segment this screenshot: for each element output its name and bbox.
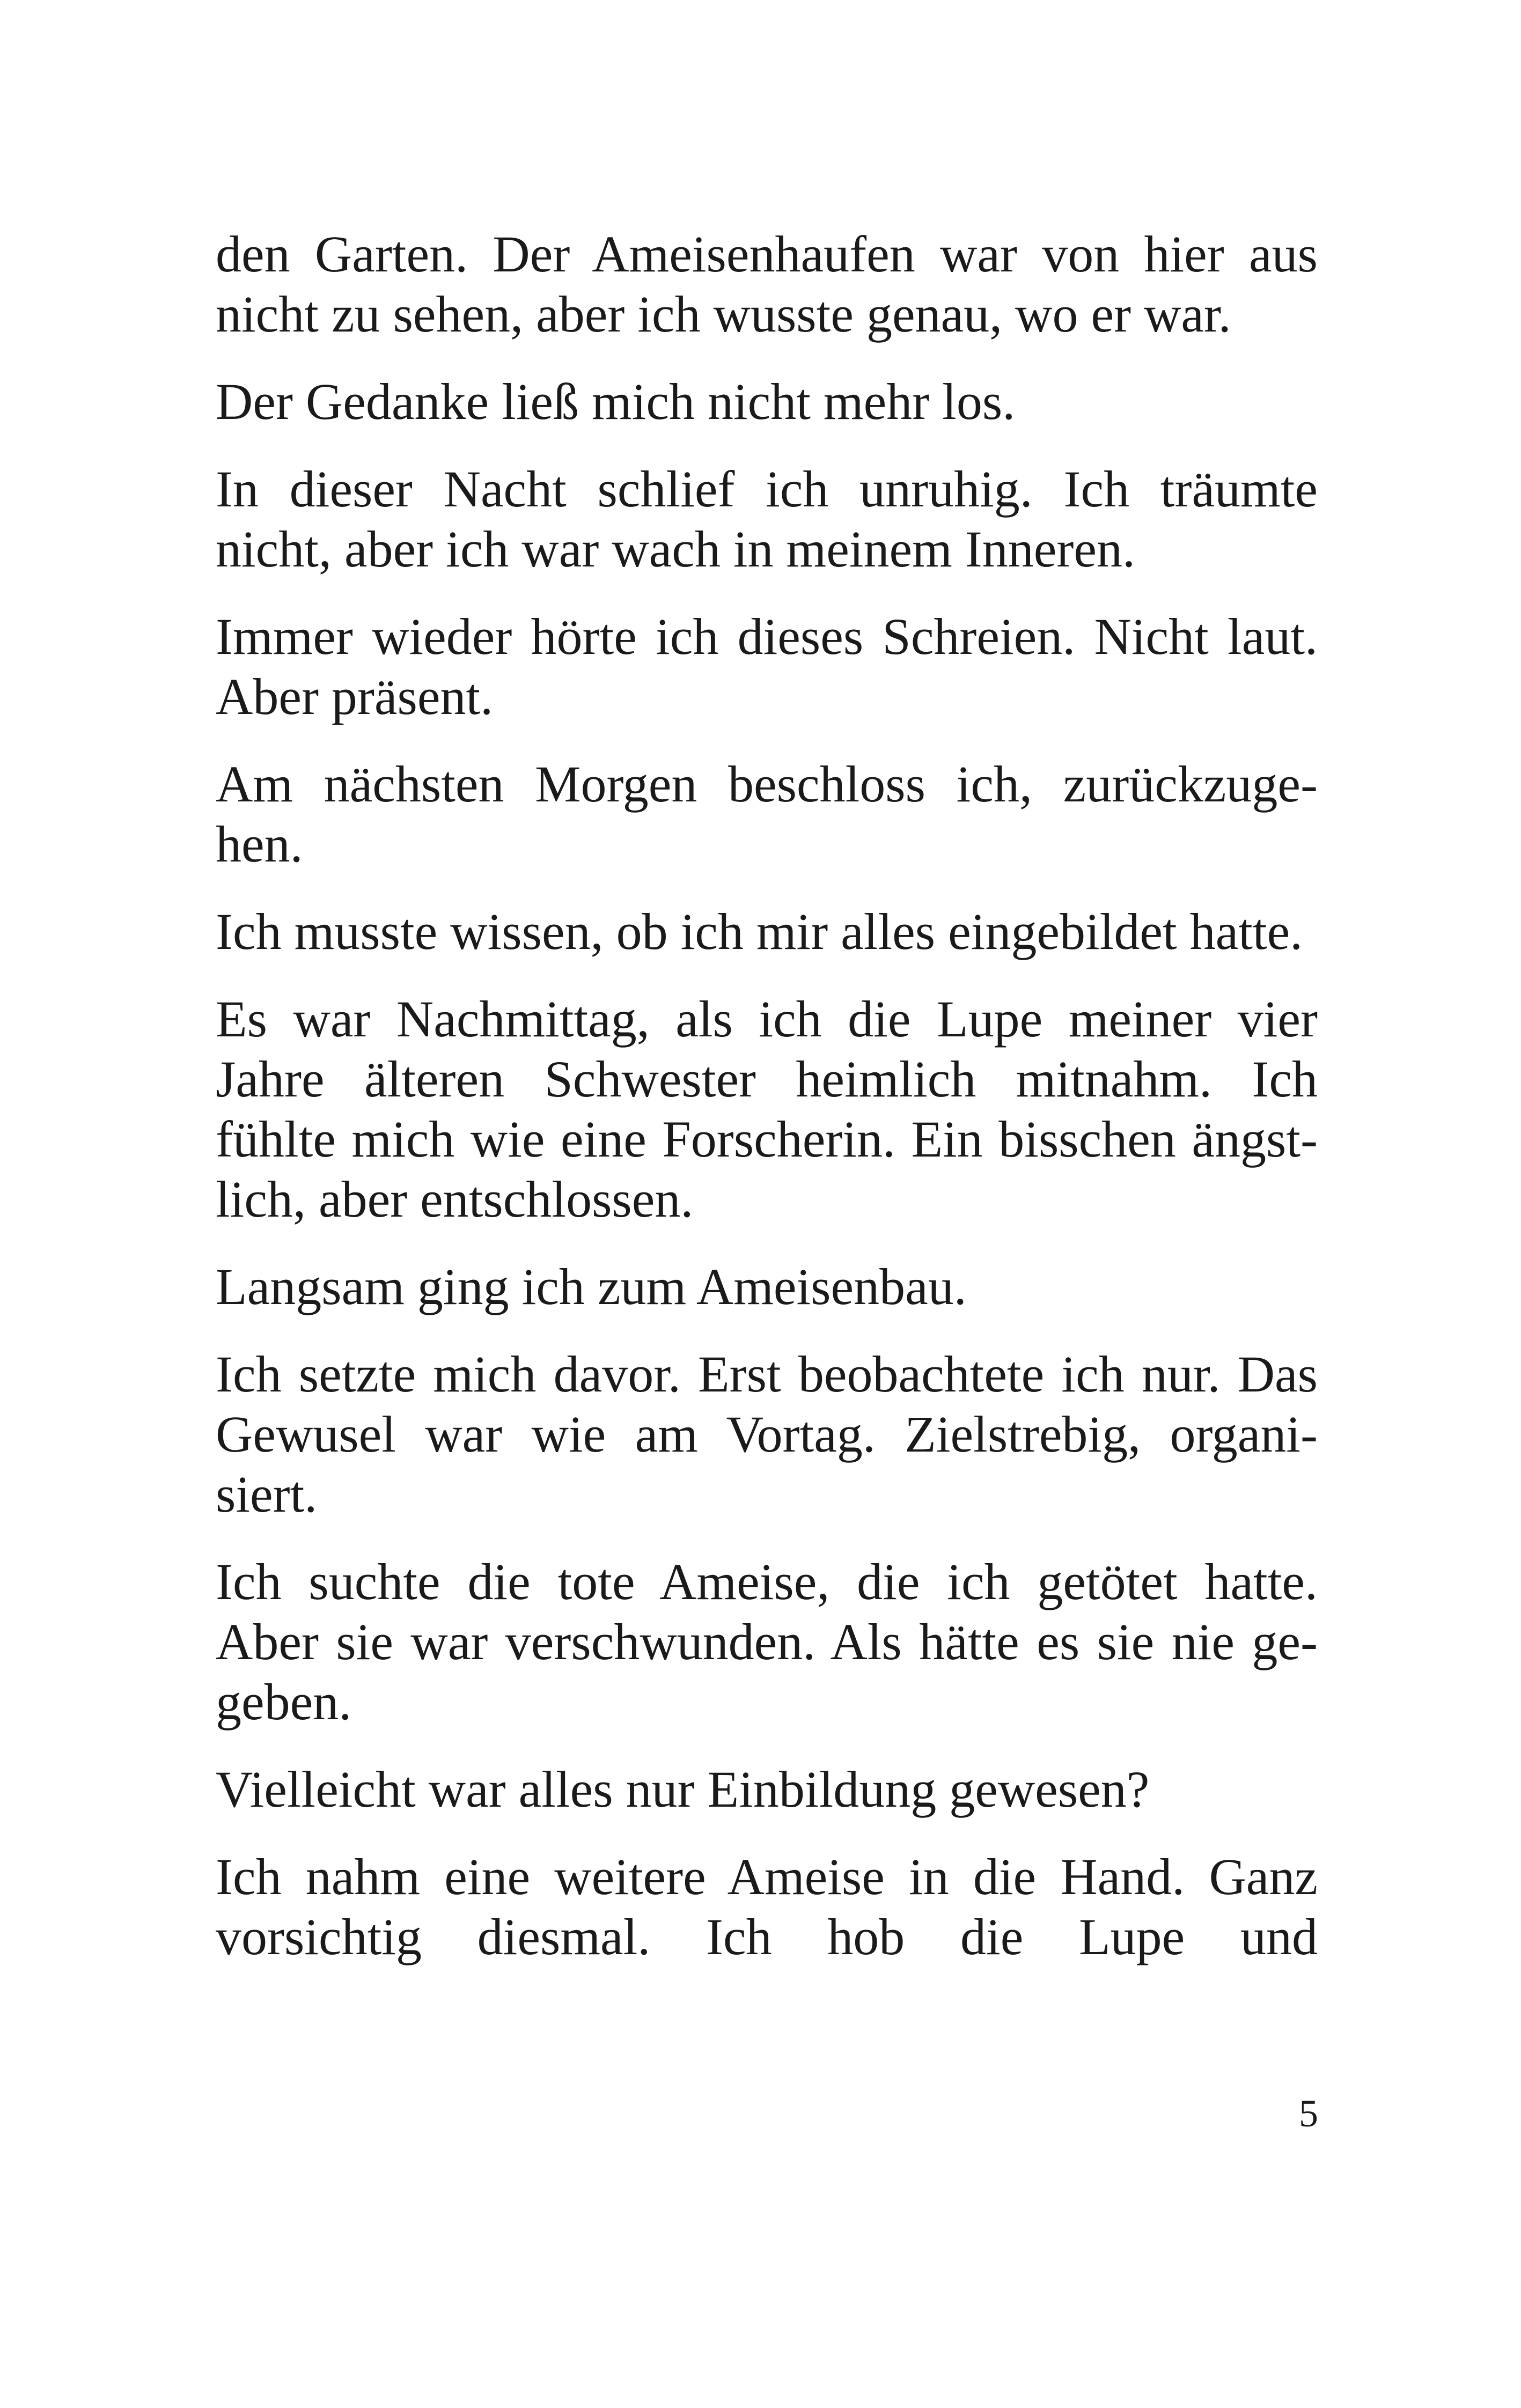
page-number: 5 <box>1299 2092 1318 2135</box>
paragraph <box>216 607 1318 727</box>
text-line: Der Gedanke ließ mich nicht mehr los. <box>216 373 1016 430</box>
body-text <box>216 224 1318 1994</box>
text-line: nicht zu sehen, aber ich wusste genau, wo er war. <box>216 285 1231 343</box>
paragraph <box>216 1847 1318 1967</box>
text-line: Vielleicht war alles nur Einbildung gewesen? <box>216 1761 1150 1818</box>
text-line: Aber sie war verschwunden. Als hätte es sie nie ge- <box>216 1613 1318 1670</box>
text-line: Immer wieder hörte ich dieses Schreien. Nicht laut. <box>216 608 1318 665</box>
text-line: Ich nahm eine weitere Ameise in die Hand. Ganz <box>216 1848 1318 1905</box>
text-line: Ich musste wissen, ob ich mir alles eingebildet hatte. <box>216 903 1303 960</box>
paragraph <box>216 1552 1318 1732</box>
paragraph <box>216 1759 1318 1820</box>
text-line: den Garten. Der Ameisenhaufen war von hier aus <box>216 225 1318 283</box>
text-line: hen. <box>216 815 303 873</box>
text-line: Ich suchte die tote Ameise, die ich getötet hatte. <box>216 1553 1318 1610</box>
text-line: Es war Nachmittag, als ich die Lupe meiner vier <box>216 990 1318 1048</box>
text-line: lich, aber entschlossen. <box>216 1170 694 1228</box>
text-line: Am nächsten Morgen beschloss ich, zurückzuge- <box>216 755 1318 813</box>
text-line: siert. <box>216 1466 318 1523</box>
paragraph <box>216 372 1318 432</box>
text-line: Aber präsent. <box>216 668 494 725</box>
text-line: Langsam ging ich zum Ameisenbau. <box>216 1258 967 1315</box>
text-line: Jahre älteren Schwester heimlich mitnahm. Ich <box>216 1050 1318 1108</box>
paragraph <box>216 989 1318 1229</box>
paragraph <box>216 1344 1318 1525</box>
text-line: In dieser Nacht schlief ich unruhig. Ich träumte <box>216 460 1318 518</box>
text-line: geben. <box>216 1673 352 1730</box>
paragraph <box>216 224 1318 344</box>
paragraph <box>216 1257 1318 1317</box>
text-line: Gewusel war wie am Vortag. Zielstrebig, organi- <box>216 1405 1318 1463</box>
paragraph <box>216 902 1318 962</box>
text-line: vorsichtig diesmal. Ich hob die Lupe und <box>216 1908 1318 1965</box>
text-line: nicht, aber ich war wach in meinem Inneren. <box>216 520 1135 578</box>
paragraph <box>216 459 1318 579</box>
paragraph <box>216 754 1318 874</box>
text-line: Ich setzte mich davor. Erst beobachtete ich nur. Das <box>216 1345 1318 1403</box>
text-line: fühlte mich wie eine Forscherin. Ein bisschen ängst- <box>216 1110 1318 1168</box>
